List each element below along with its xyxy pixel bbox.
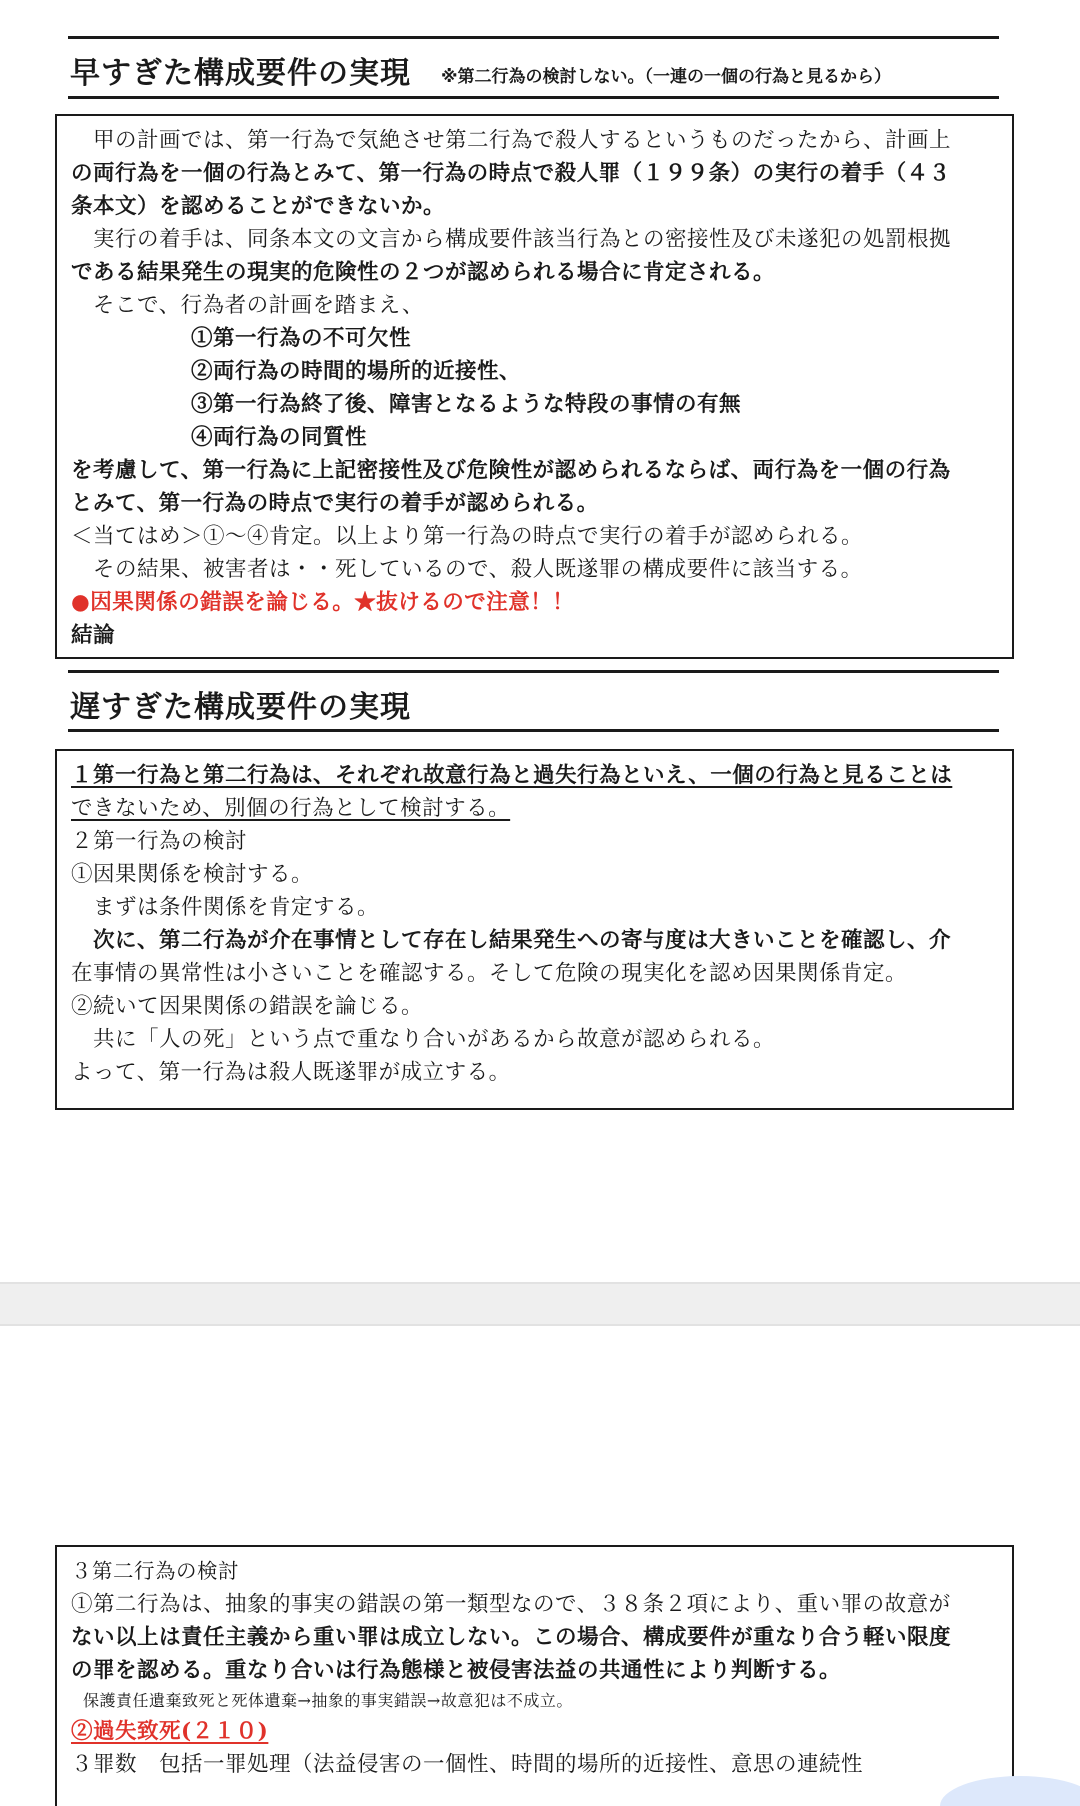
note-line: 保護責任遺棄致死と死体遺棄→抽象的事実錯誤→故意犯は不成立。 [83,1691,573,1710]
text-line: その結果、被害者は・・死しているので、殺人既遂罪の構成要件に該当する。 [93,557,863,582]
section2-top-rule [68,670,999,673]
text-line: ①因果関係を検討する。 [71,862,314,887]
highlight-line: ②過失致死(２１０) [71,1719,269,1744]
text-line: 次に、第二行為が介在事情として存在し結果発生への寄与度は大きいことを確認し、介 [93,928,952,953]
section1-box [55,114,1014,659]
text-line: そこで、行為者の計画を踏まえ、 [93,293,424,318]
list-item: ③第一行為終了後、障害となるような特段の事情の有無 [191,392,742,417]
text-line: ２第一行為の検討 [71,829,248,854]
text-line: できないため、別個の行為として検討する。 [71,796,511,821]
section2-underline [68,729,999,732]
text-line: よって、第一行為は殺人既遂罪が成立する。 [71,1060,511,1085]
text-line: 在事情の異常性は小さいことを確認する。そして危険の現実化を認め因果関係肯定。 [71,961,908,986]
text-line: 条本文）を認めることができないか。 [71,194,446,219]
list-item: ④両行為の同質性 [191,425,368,450]
section1-title: 早すぎた構成要件の実現 [70,56,411,91]
text-line: ない以上は責任主義から重い罪は成立しない。この場合、構成要件が重なり合う軽い限度 [71,1625,952,1650]
text-line: を考慮して、第一行為に上記密接性及び危険性が認められるならば、両行為を一個の行為 [71,458,951,483]
list-item: ②両行為の時間的場所的近接性、 [191,359,522,384]
section1-note: ※第二行為の検討しない。（一連の一個の行為と見るから） [441,67,892,87]
text-line: ①第二行為は、抽象的事実の錯誤の第一類型なので、３８条２項により、重い罪の故意が [71,1592,951,1617]
page-separator [0,1282,1080,1326]
section2-title: 遅すぎた構成要件の実現 [70,690,411,725]
list-item: ①第一行為の不可欠性 [191,326,412,351]
section2-box [55,749,1014,1110]
text-line: ３第二行為の検討 [71,1559,239,1583]
warning-line: ●因果関係の錯誤を論じる。★抜けるので注意！！ [71,590,575,615]
text-line: まずは条件関係を肯定する。 [93,895,380,920]
top-rule [68,36,999,39]
text-line: 甲の計画では、第一行為で気絶させ第二行為で殺人するというものだったから、計画上 [93,128,952,153]
section1-heading [70,48,891,92]
text-line: ②続いて因果関係の錯誤を論じる。 [71,994,424,1019]
text-line: の罪を認める。重なり合いは行為態様と被侵害法益の共通性により判断する。 [71,1658,842,1683]
conclusion-line: 結論 [71,623,116,648]
text-line: である結果発生の現実的危険性の２つが認められる場合に肯定される。 [71,260,776,285]
text-line: とみて、第一行為の時点で実行の着手が認められる。 [71,491,599,516]
text-line: ３罪数 包括一罪処理（法益侵害の一個性、時間的場所的近接性、意思の連続性 [71,1752,864,1777]
section3-box [55,1545,1014,1806]
text-line: の両行為を一個の行為とみて、第一行為の時点で殺人罪（１９９条）の実行の着手（４３ [71,161,951,186]
text-line: 共に「人の死」という点で重なり合いがあるから故意が認められる。 [93,1027,776,1052]
section1-underline [68,96,999,99]
section2-heading [70,682,411,726]
text-line: ＜当てはめ＞①～④肯定。以上より第一行為の時点で実行の着手が認められる。 [71,524,864,549]
text-line: 実行の着手は、同条本文の文言から構成要件該当行為との密接性及び未遂犯の処罰根拠 [93,227,952,252]
text-line: １第一行為と第二行為は、それぞれ故意行為と過失行為といえ、一個の行為と見ることは [71,763,953,788]
